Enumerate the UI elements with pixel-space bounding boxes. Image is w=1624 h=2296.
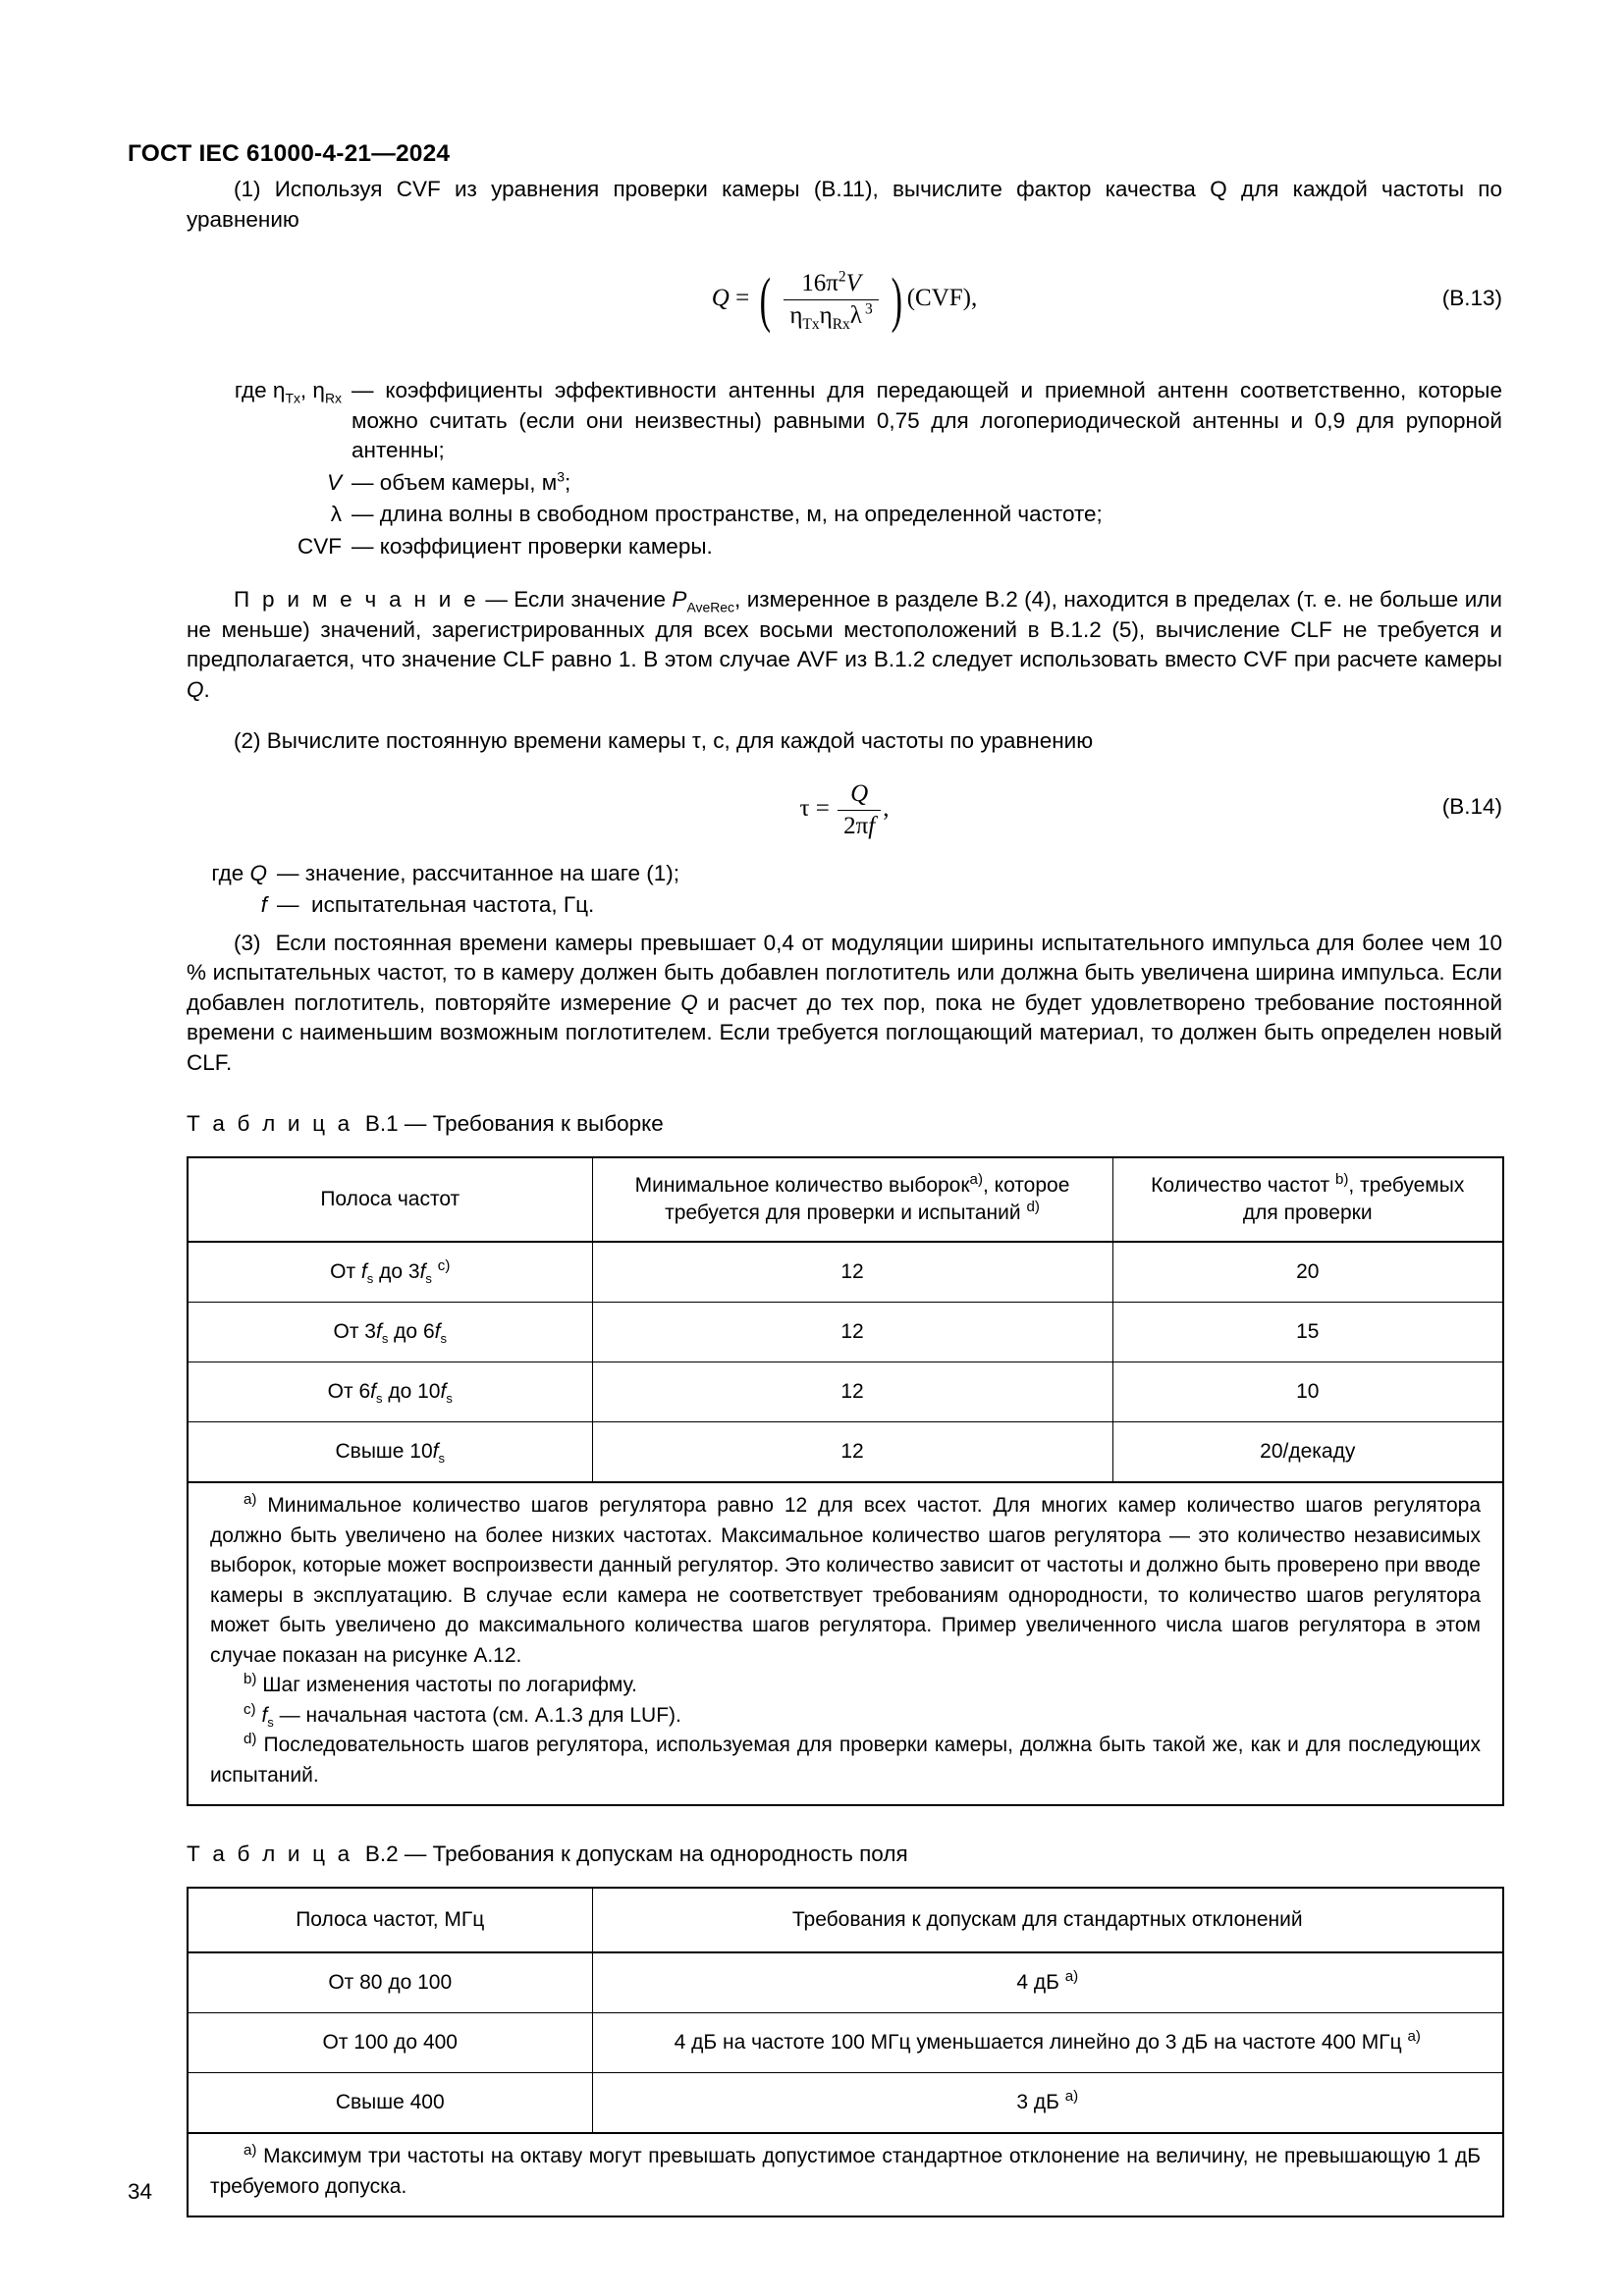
table-b1-cell-frequencies-1: 20	[1112, 1242, 1503, 1303]
footnote-mark-b: b)	[244, 1671, 257, 1687]
footnote-text-a: Минимальное количество шагов регулятора равно 12 для всех частот. Для многих камер количество шагов регулятора должно быть увеличено на более низких частотах. Максимальное количество шагов регулятора — это количество независимых выборок, которые может воспроизвести данный регулятор. Это количество зависит от частоты и должно быть проверено при вводе камеры в эксплуатацию. В случае если камера не соответствует требованиям однородности, то количество шагов регулятора может быть увеличено до максимального количества шагов регулятора. Пример увеличенного числа шагов регулятора в этом случае показан на рисунке А.12.	[210, 1494, 1481, 1667]
definition-item-q	[187, 859, 1502, 889]
equation-b13-denominator: $\eta_{Tx}\eta_{Rx}\lambda$ $^3$	[784, 299, 878, 330]
table-b1-cell-band-4: Свыше $10f_s$	[188, 1422, 592, 1483]
th-freq-mark-b: b)	[1334, 1171, 1349, 1188]
table-b1-cell-frequencies-3: 10	[1112, 1362, 1503, 1422]
th-samples-l2: требуется для проверки и испытаний	[665, 1201, 1021, 1224]
tol-text-2: 4 дБ на частоте 100 МГц уменьшается линейно до 3 дБ на частоте 400 МГц	[674, 2031, 1402, 2054]
equation-b13-number: (В.13)	[1441, 286, 1502, 310]
definition-term-cvf: CVF	[298, 533, 342, 559]
table-b1-footnotes	[188, 1482, 1503, 1805]
table-b2-col-header-band: Полоса частот, МГц	[188, 1888, 592, 1952]
table-b2-caption-prefix: Т а б л и ц а	[187, 1842, 353, 1866]
note-label: П р и м е ч а н и е	[234, 587, 479, 612]
table-b2-cell-band-2: От 100 до 400	[188, 2013, 592, 2073]
where-label-1: где	[234, 378, 267, 402]
definition-desc-v: — объем камеры, $м^3$;	[352, 468, 571, 495]
table-b1-cell-samples-3: 12	[592, 1362, 1112, 1422]
definition-item-lambda	[187, 500, 1502, 530]
th-samples-mark-d: d)	[1026, 1199, 1040, 1215]
definition-list-2	[187, 859, 1502, 921]
table-b2-caption-number: В.2	[364, 1842, 399, 1866]
tol-mark-1: a)	[1064, 1968, 1079, 1985]
table-b1-footnotes-row	[188, 1482, 1503, 1805]
table-b1-col-header-samples	[592, 1157, 1112, 1242]
paragraph-step-1: (1) Используя CVF из уравнения проверки камеры (В.11), вычислите фактор качества Q для каждой частоты по уравнению	[187, 177, 1502, 232]
definition-term-f: f	[260, 892, 267, 917]
table-b1-footnote-d	[210, 1731, 1481, 1790]
table-b1-col-header-band: Полоса частот	[188, 1157, 592, 1242]
table-b2-footnote-a	[210, 2142, 1481, 2202]
equation-b14-numerator: Q	[850, 779, 869, 807]
table-b2-caption	[187, 1840, 1502, 1869]
th-samples-l1: Минимальное количество выборок	[634, 1174, 970, 1197]
definition-desc-cvf: — коэффициент проверки камеры.	[352, 533, 713, 559]
th-samples-l1b: , которое	[982, 1174, 1070, 1197]
page-number: 34	[128, 2179, 153, 2204]
equation-b13-tail: (CVF),	[906, 285, 978, 312]
where-label-2: где	[211, 860, 244, 885]
th-freq-l1b: , требуемых	[1348, 1174, 1465, 1197]
footnote-mark-a2: a)	[244, 2142, 257, 2159]
table-row	[188, 2013, 1503, 2073]
paragraph-step-3: (3) Если постоянная времени камеры превышает 0,4 от модуляции ширины испытательного импульса для более чем 10 % испытательных частот, то в камеру должен быть добавлен поглотитель или должна быть увеличена ширина импульса. Если добавлен поглотитель, повторяйте измерение Q и расчет до тех пор, пока не будет удовлетворено требование постоянной времени с наименьшим возможным поглотителем. Если требуется поглощающий материал, то должен быть определен новый CLF.	[187, 930, 1503, 1075]
note-text: — Если значение $P_{AveRec}$, измеренное в разделе В.2 (4), находится в пределах (т. е. не больше или не меньше) значений, зарегистрированных для всех восьми местоположений в В.1.2 (5), вычисление CLF не требуется и предполагается, что значение CLF равно 1. В этом случае AVF из В.1.2 следует использовать вместо CVF при расчете камеры Q.	[187, 587, 1502, 702]
table-b1-caption-text: — Требования к выборке	[404, 1111, 664, 1136]
paragraph-note	[187, 585, 1502, 705]
footnote-text-d: Последовательность шагов регулятора, используемая для проверки камеры, должна быть такой же, как и для последующих испытаний.	[210, 1734, 1481, 1787]
table-b2-col-header-tolerance: Требования к допускам для стандартных отклонений	[592, 1888, 1503, 1952]
equation-b14-fraction	[838, 780, 881, 840]
footnote-mark-c: c)	[244, 1700, 256, 1718]
table-b1-header-row	[188, 1157, 1503, 1242]
table-b1-cell-frequencies-4: 20/декаду	[1112, 1422, 1503, 1483]
tol-mark-3: a)	[1064, 2088, 1079, 2105]
definition-desc-eta: — коэффициенты эффективности антенны для передающей и приемной антенн соответственно, которые можно считать (если они неизвестны) равными 0,75 для логопериодической антенны и 0,9 для рупорной антенны;	[352, 378, 1502, 462]
definition-item-v	[187, 468, 1502, 499]
definition-term-lambda: λ	[330, 502, 342, 526]
band-mark-c: c)	[437, 1257, 451, 1274]
table-row	[188, 2073, 1503, 2134]
equation-b13: Q = ( $\frac{16\pi^2V}{\eta_{Tx}\eta_{Rx}\lambda ^3}$ ) (CVF),	[711, 267, 978, 335]
table-b2-cell-tolerance-3	[592, 2073, 1503, 2134]
table-row	[188, 1952, 1503, 2013]
left-paren: (	[760, 267, 772, 335]
table-b1-caption	[187, 1109, 1502, 1139]
equation-b13-numerator: $16\pi^2V$	[801, 268, 861, 296]
table-b1-caption-number: В.1	[364, 1111, 399, 1136]
table-b1-cell-samples-2: 12	[592, 1303, 1112, 1362]
tol-text-3: 3 дБ	[1016, 2091, 1059, 2113]
table-b1-cell-band-2: От $3f_s$ до $6f_s$	[188, 1303, 592, 1362]
footnote-text-b: Шаг изменения частоты по логарифму.	[262, 1674, 637, 1696]
definition-term-q: где Q	[211, 860, 267, 885]
table-b1-footnote-c: $^{c)}$ $f_s$ — начальная частота (см. А.1.3 для LUF).	[244, 1700, 681, 1730]
th-freq-l1: Количество частот	[1151, 1174, 1330, 1197]
table-row	[188, 1362, 1503, 1422]
table-row	[188, 1303, 1503, 1362]
equation-b14-denominator: 2πf	[838, 810, 881, 840]
tol-mark-2: a)	[1407, 2028, 1421, 2045]
table-b2-header-row	[188, 1888, 1503, 1952]
table-b2	[187, 1887, 1504, 2217]
table-b2-cell-tolerance-2	[592, 2013, 1503, 2073]
definition-item-f	[187, 890, 1502, 921]
equation-b14: τ = $\frac{Q}{2\pi f}$ ,	[799, 779, 890, 839]
paragraph-step-2: (2) Вычислите постоянную времени камеры τ, с, для каждой частоты по уравнению	[234, 728, 1094, 753]
definition-list-1	[187, 376, 1502, 561]
footnote-mark-a: a)	[244, 1491, 257, 1508]
definition-term-v: V	[326, 469, 342, 495]
table-b1-cell-samples-4: 12	[592, 1422, 1112, 1483]
table-b1-cell-samples-1: 12	[592, 1242, 1112, 1303]
table-b1-col-header-frequencies	[1112, 1157, 1503, 1242]
table-row	[188, 1422, 1503, 1483]
footnote-text-a2: Максимум три частоты на октаву могут превышать допустимое стандартное отклонение на величину, не превышающую 1 дБ требуемого допуска.	[210, 2145, 1482, 2198]
equation-b14-number: (В.14)	[1441, 793, 1502, 819]
table-b2-cell-band-3: Свыше 400	[188, 2073, 592, 2134]
table-b1-footnote-a	[210, 1491, 1481, 1671]
table-b1-footnote-b	[210, 1671, 1481, 1701]
table-row	[188, 1242, 1503, 1303]
equation-b14-tail: ,	[883, 794, 890, 822]
table-b1	[187, 1156, 1504, 1806]
table-b2-cell-band-1: От 80 до 100	[188, 1952, 592, 2013]
right-paren: )	[891, 267, 903, 335]
table-b1-cell-band-3: От $6f_s$ до $10f_s$	[188, 1362, 592, 1422]
definition-desc-lambda: — длина волны в свободном пространстве, м, на определенной частоте;	[352, 502, 1103, 526]
table-b2-cell-tolerance-1	[592, 1952, 1503, 2013]
th-freq-l2: для проверки	[1242, 1201, 1373, 1224]
table-b2-footnotes	[188, 2133, 1503, 2216]
definition-item-cvf	[187, 532, 1502, 562]
definition-desc-f: — испытательная частота, Гц.	[277, 892, 595, 917]
th-samples-mark-a: a)	[969, 1171, 983, 1188]
table-b1-cell-band-1: От $f_s$ до $3f_s$ $^{c)}$	[188, 1242, 592, 1303]
table-b2-footnotes-row	[188, 2133, 1503, 2216]
definition-desc-q: — значение, рассчитанное на шаге (1);	[277, 860, 679, 885]
page-content	[187, 0, 1502, 2217]
definition-item-eta	[187, 376, 1502, 466]
page-header-standard-title: ГОСТ IEC 61000-4-21—2024	[128, 140, 451, 167]
footnote-mark-d: d)	[244, 1731, 257, 1747]
table-b2-caption-text: — Требования к допускам на однородность поля	[404, 1842, 908, 1866]
definition-term-eta: где $\eta_{Tx}$, $\eta_{Rx}$	[234, 378, 342, 406]
equation-b13-fraction	[784, 268, 878, 333]
table-b1-cell-frequencies-2: 15	[1112, 1303, 1503, 1362]
tol-text-1: 4 дБ	[1016, 1971, 1059, 1994]
table-b1-caption-prefix: Т а б л и ц а	[187, 1111, 353, 1136]
